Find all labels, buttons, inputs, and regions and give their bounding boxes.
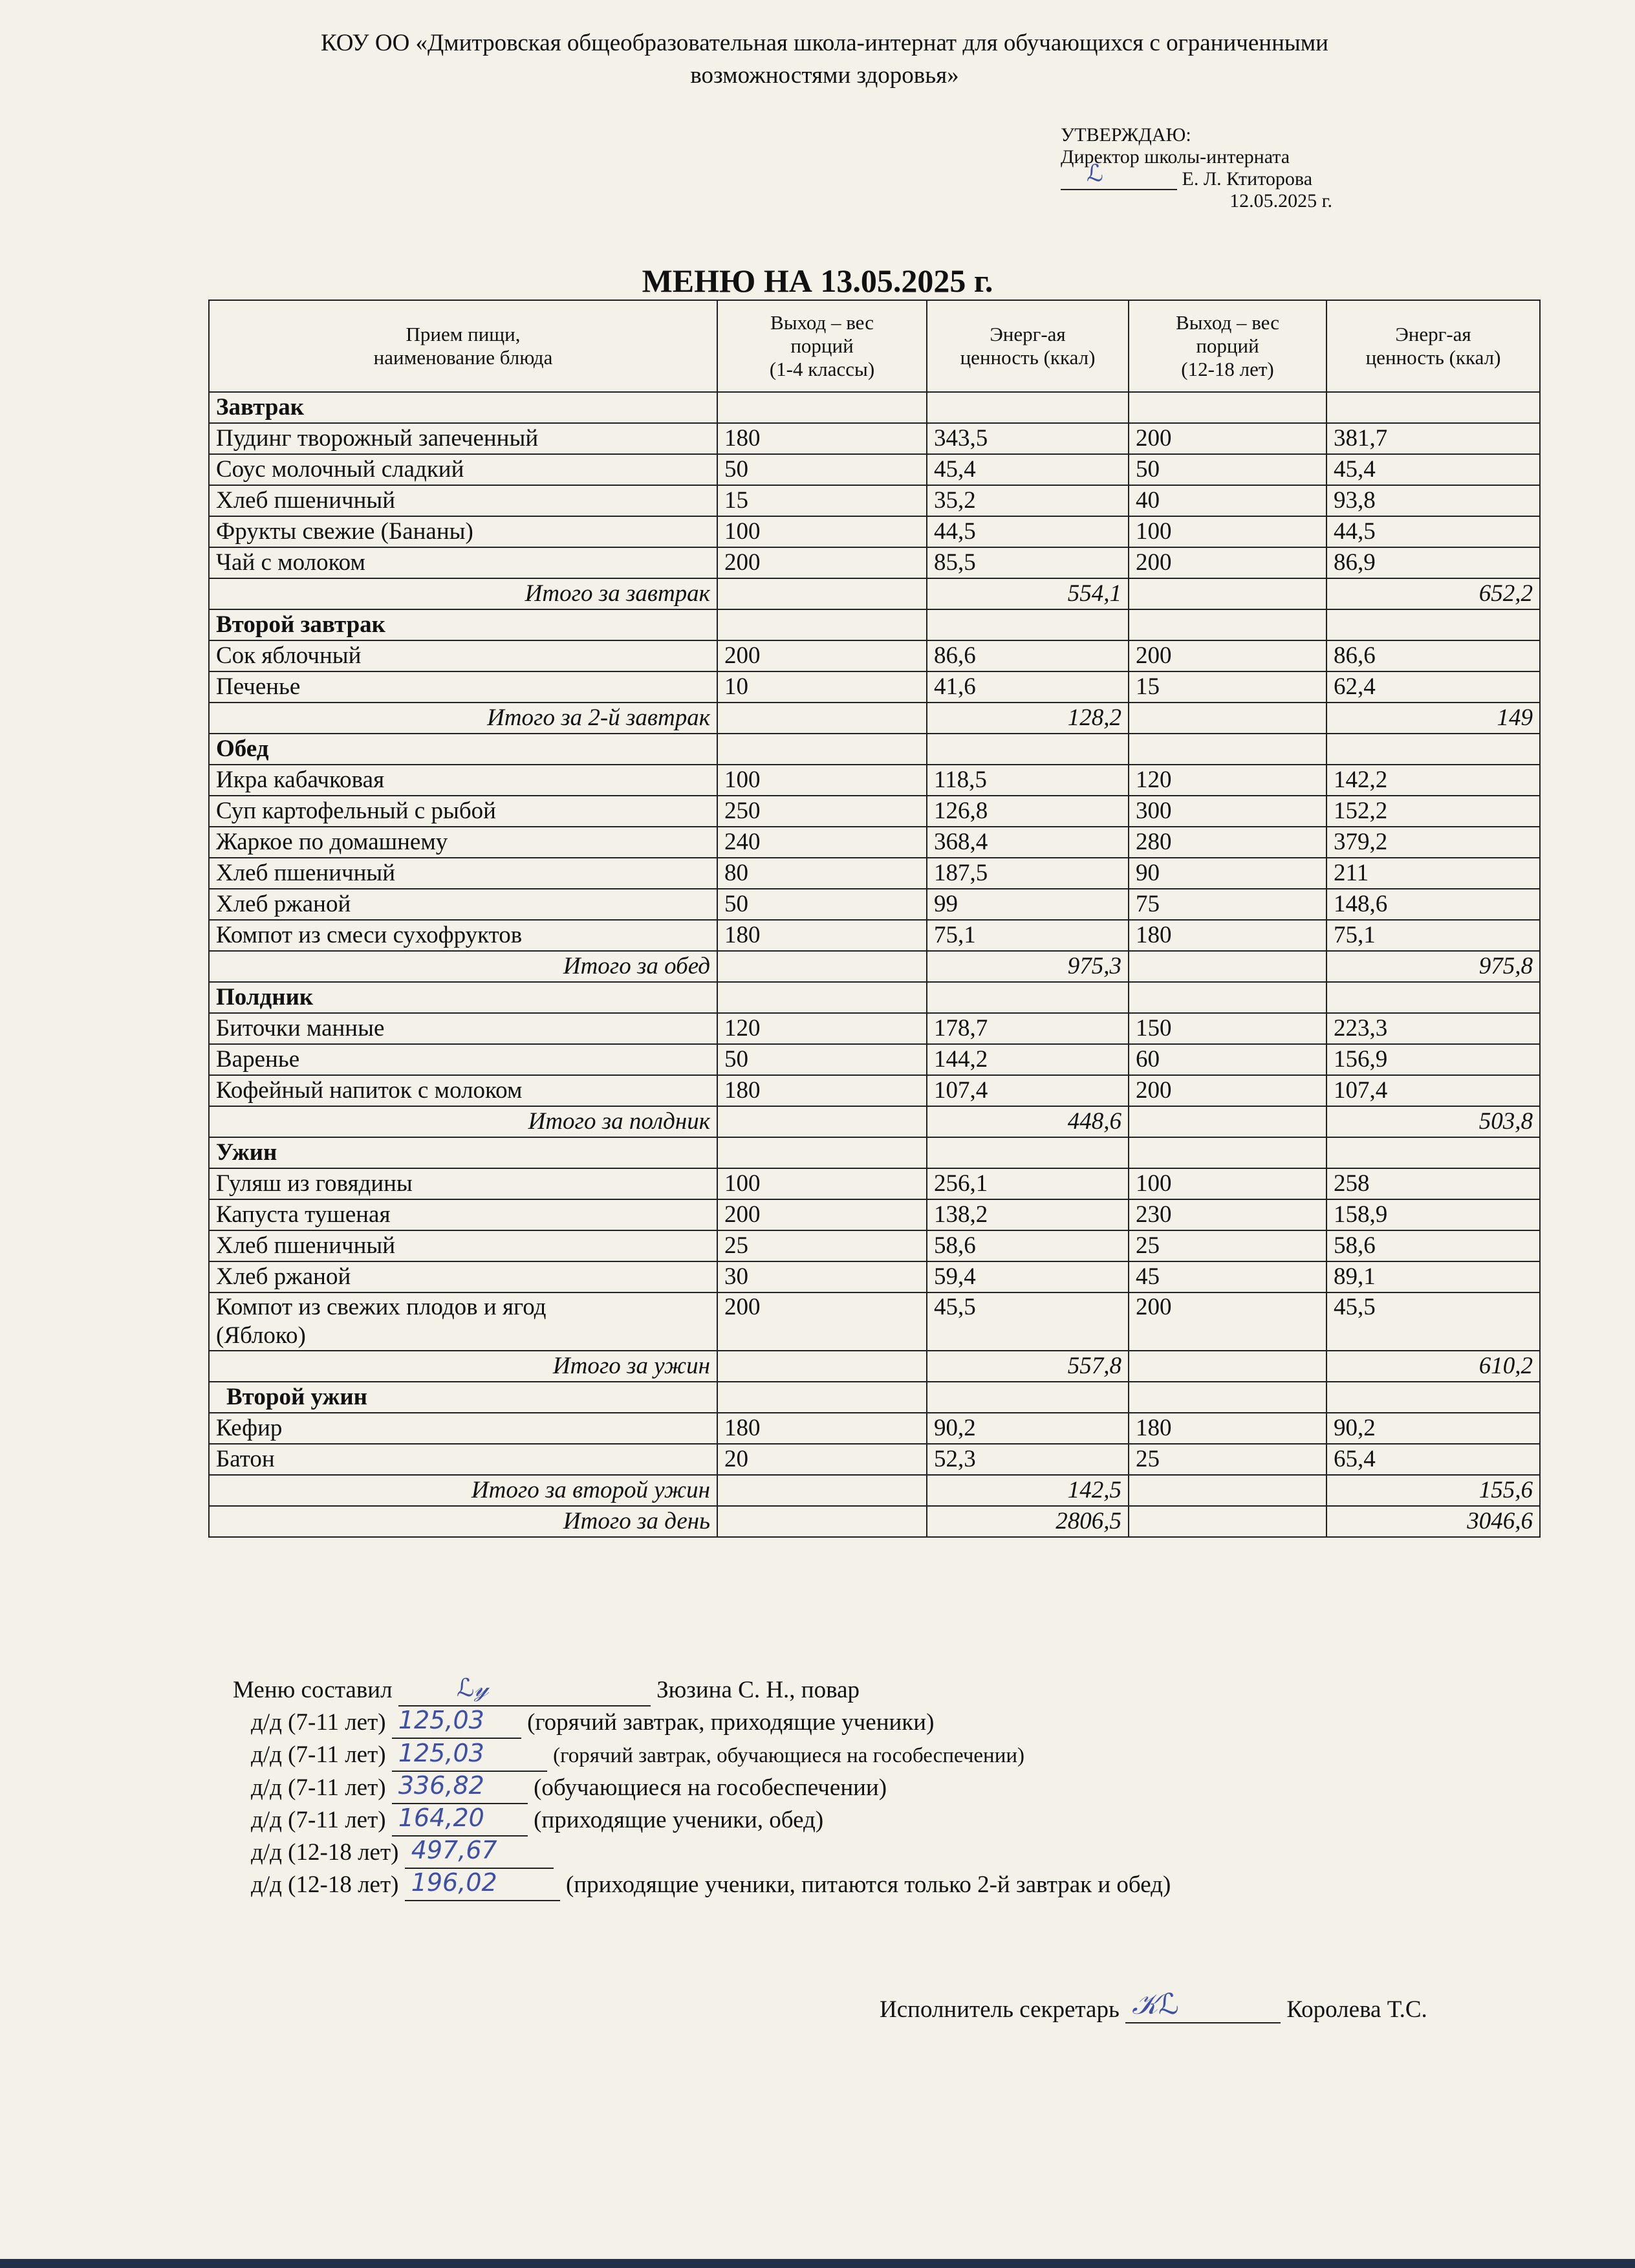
empty-cell: [717, 982, 927, 1013]
table-row: [209, 796, 1540, 827]
empty-cell: [717, 703, 927, 734]
value-cell: 45,5: [927, 1292, 1129, 1351]
table-header-row: [209, 300, 1540, 392]
column-header: Выход – вес порций (1-4 классы): [717, 300, 927, 392]
value-cell: 85,5: [927, 547, 1129, 578]
section-row: [209, 609, 1540, 640]
allowance-suffix: (обучающиеся на гособеспечении): [534, 1774, 887, 1801]
table-row: [209, 1413, 1540, 1444]
allowance-field: [405, 1868, 560, 1901]
executor-name: Королева Т.С.: [1286, 1996, 1427, 2023]
approval-name: Е. Л. Ктиторова: [1182, 168, 1313, 190]
table-row: [209, 827, 1540, 858]
value-cell: 100: [1129, 516, 1326, 547]
dish-name: Жаркое по домашнему: [209, 827, 717, 858]
total-row: [209, 703, 1540, 734]
value-cell: 100: [717, 516, 927, 547]
value-cell: 80: [717, 858, 927, 889]
value-cell: 180: [717, 920, 927, 951]
allowance-value: 196,02: [411, 1868, 497, 1897]
dish-name: Пудинг творожный запеченный: [209, 423, 717, 454]
dish-name: Хлеб ржаной: [209, 889, 717, 920]
value-cell: 200: [717, 547, 927, 578]
value-cell: 86,6: [927, 640, 1129, 671]
total-value: 557,8: [927, 1351, 1129, 1382]
value-cell: 60: [1129, 1044, 1326, 1075]
dish-name: Батон: [209, 1444, 717, 1475]
empty-cell: [717, 392, 927, 423]
approval-block: [1061, 124, 1332, 212]
approval-signature-line: [1061, 160, 1332, 190]
value-cell: 200: [1129, 423, 1326, 454]
composed-label: Меню составил: [233, 1677, 393, 1703]
signature-mark-icon: 𝒦ℒ: [1132, 1988, 1179, 2021]
value-cell: 120: [1129, 765, 1326, 796]
empty-cell: [1129, 392, 1326, 423]
dish-name: Икра кабачковая: [209, 765, 717, 796]
value-cell: 200: [1129, 1292, 1326, 1351]
value-cell: 343,5: [927, 423, 1129, 454]
allowance-suffix: (приходящие ученики, питаются только 2-й завтрак и обед): [565, 1871, 1171, 1898]
value-cell: 44,5: [1326, 516, 1540, 547]
total-value: 448,6: [927, 1106, 1129, 1137]
value-cell: 379,2: [1326, 827, 1540, 858]
value-cell: 126,8: [927, 796, 1129, 827]
value-cell: 35,2: [927, 485, 1129, 516]
empty-cell: [1129, 609, 1326, 640]
allowance-value: 125,03: [398, 1739, 484, 1767]
value-cell: 25: [1129, 1444, 1326, 1475]
total-value: 142,5: [927, 1475, 1129, 1506]
value-cell: 89,1: [1326, 1261, 1540, 1292]
empty-cell: [1326, 734, 1540, 765]
value-cell: 180: [717, 1413, 927, 1444]
total-row: [209, 578, 1540, 609]
menu-table: [208, 300, 1541, 1538]
allowance-line: [233, 1804, 1591, 1837]
value-cell: 45,4: [927, 454, 1129, 485]
dish-name: Хлеб пшеничный: [209, 485, 717, 516]
table-row: [209, 1230, 1540, 1261]
value-cell: 75,1: [927, 920, 1129, 951]
value-cell: 107,4: [927, 1075, 1129, 1106]
value-cell: 90,2: [927, 1413, 1129, 1444]
dish-name: Компот из смеси сухофруктов: [209, 920, 717, 951]
allowance-value: 336,82: [398, 1771, 484, 1800]
allowance-field: [392, 1804, 528, 1837]
value-cell: 100: [717, 1168, 927, 1199]
empty-cell: [1326, 1382, 1540, 1413]
value-cell: 59,4: [927, 1261, 1129, 1292]
allowance-line: [233, 1837, 1591, 1869]
allowance-field: [405, 1836, 554, 1869]
value-cell: 50: [717, 454, 927, 485]
dish-name: Компот из свежих плодов и ягод (Яблоко): [209, 1292, 717, 1351]
table-row: [209, 423, 1540, 454]
empty-cell: [1326, 392, 1540, 423]
value-cell: 250: [717, 796, 927, 827]
value-cell: 230: [1129, 1199, 1326, 1230]
allowance-prefix: д/д (12-18 лет): [251, 1871, 399, 1898]
empty-cell: [1129, 1382, 1326, 1413]
value-cell: 107,4: [1326, 1075, 1540, 1106]
value-cell: 50: [717, 1044, 927, 1075]
value-cell: 25: [717, 1230, 927, 1261]
allowance-field: [392, 1706, 521, 1739]
dish-name: Капуста тушеная: [209, 1199, 717, 1230]
allowance-prefix: д/д (7-11 лет): [251, 1709, 386, 1736]
scan-edge: [0, 2259, 1635, 2268]
footer: [233, 1674, 1591, 1901]
total-label: Итого за обед: [209, 951, 717, 982]
table-row: [209, 1044, 1540, 1075]
org-line-2: возможностями здоровья»: [690, 62, 959, 89]
value-cell: 75: [1129, 889, 1326, 920]
value-cell: 223,3: [1326, 1013, 1540, 1044]
value-cell: 44,5: [927, 516, 1129, 547]
allowance-line: [233, 1772, 1591, 1804]
value-cell: 300: [1129, 796, 1326, 827]
value-cell: 200: [717, 1199, 927, 1230]
table-row: [209, 889, 1540, 920]
table-row: [209, 1168, 1540, 1199]
total-row: [209, 1106, 1540, 1137]
empty-cell: [1129, 1137, 1326, 1168]
org-line-1: КОУ ОО «Дмитровская общеобразовательная школа-интернат для обучающихся с ограниченными: [321, 30, 1328, 56]
value-cell: 25: [1129, 1230, 1326, 1261]
table-row: [209, 1444, 1540, 1475]
value-cell: 15: [717, 485, 927, 516]
empty-cell: [927, 734, 1129, 765]
value-cell: 200: [1129, 640, 1326, 671]
empty-cell: [1129, 703, 1326, 734]
executor-label: Исполнитель секретарь: [880, 1996, 1120, 2023]
table-row: [209, 1199, 1540, 1230]
column-header: Прием пищи, наименование блюда: [209, 300, 717, 392]
total-row: [209, 1351, 1540, 1382]
value-cell: 138,2: [927, 1199, 1129, 1230]
table-row: [209, 547, 1540, 578]
day-total-value: 3046,6: [1326, 1506, 1540, 1537]
column-header: Энерг-ая ценность (ккал): [927, 300, 1129, 392]
allowance-field: [392, 1771, 528, 1804]
value-cell: 90: [1129, 858, 1326, 889]
empty-cell: [927, 392, 1129, 423]
allowance-prefix: д/д (7-11 лет): [251, 1741, 386, 1768]
value-cell: 100: [1129, 1168, 1326, 1199]
table-row: [209, 1292, 1540, 1351]
signature-mark-icon: ℒ: [1087, 160, 1103, 187]
value-cell: 58,6: [1326, 1230, 1540, 1261]
value-cell: 45,4: [1326, 454, 1540, 485]
total-value: 155,6: [1326, 1475, 1540, 1506]
section-name: Второй ужин: [209, 1382, 717, 1413]
empty-cell: [1129, 1106, 1326, 1137]
signature-mark-icon: ℒ𝓎: [456, 1674, 489, 1702]
value-cell: 178,7: [927, 1013, 1129, 1044]
section-name: Обед: [209, 734, 717, 765]
value-cell: 200: [1129, 1075, 1326, 1106]
composed-name: Зюзина С. Н., повар: [656, 1677, 860, 1703]
dish-name: Хлеб ржаной: [209, 1261, 717, 1292]
total-value: 503,8: [1326, 1106, 1540, 1137]
value-cell: 256,1: [927, 1168, 1129, 1199]
value-cell: 65,4: [1326, 1444, 1540, 1475]
total-value: 610,2: [1326, 1351, 1540, 1382]
value-cell: 62,4: [1326, 671, 1540, 703]
section-row: [209, 392, 1540, 423]
empty-cell: [1129, 951, 1326, 982]
executor-line: [880, 1988, 1427, 2023]
table-row: [209, 1075, 1540, 1106]
empty-cell: [1326, 609, 1540, 640]
total-label: Итого за второй ужин: [209, 1475, 717, 1506]
empty-cell: [927, 1382, 1129, 1413]
allowance-field: [392, 1739, 547, 1772]
empty-cell: [927, 609, 1129, 640]
table-row: [209, 640, 1540, 671]
approval-title: УТВЕРЖДАЮ:: [1061, 124, 1191, 146]
empty-cell: [717, 1351, 927, 1382]
allowance-prefix: д/д (7-11 лет): [251, 1774, 386, 1801]
value-cell: 200: [1129, 547, 1326, 578]
dish-name: Гуляш из говядины: [209, 1168, 717, 1199]
value-cell: 381,7: [1326, 423, 1540, 454]
total-label: Итого за полдник: [209, 1106, 717, 1137]
empty-cell: [1129, 734, 1326, 765]
empty-cell: [717, 1382, 927, 1413]
section-row: [209, 982, 1540, 1013]
section-name: Ужин: [209, 1137, 717, 1168]
value-cell: 90,2: [1326, 1413, 1540, 1444]
total-row: [209, 951, 1540, 982]
value-cell: 118,5: [927, 765, 1129, 796]
value-cell: 40: [1129, 485, 1326, 516]
table-row: [209, 765, 1540, 796]
approval-position: Директор школы-интерната: [1061, 146, 1290, 168]
value-cell: 211: [1326, 858, 1540, 889]
dish-name: Фрукты свежие (Бананы): [209, 516, 717, 547]
empty-cell: [717, 1137, 927, 1168]
value-cell: 240: [717, 827, 927, 858]
dish-name: Соус молочный сладкий: [209, 454, 717, 485]
total-value: 652,2: [1326, 578, 1540, 609]
value-cell: 280: [1129, 827, 1326, 858]
value-cell: 20: [717, 1444, 927, 1475]
day-total-row: [209, 1506, 1540, 1537]
section-name: Второй завтрак: [209, 609, 717, 640]
value-cell: 75,1: [1326, 920, 1540, 951]
table-row: [209, 920, 1540, 951]
total-value: 554,1: [927, 578, 1129, 609]
dish-name: Хлеб пшеничный: [209, 1230, 717, 1261]
day-total-label: Итого за день: [209, 1506, 717, 1537]
section-row: [209, 1137, 1540, 1168]
cook-signature: [398, 1674, 651, 1706]
allowance-suffix: (приходящие ученики, обед): [534, 1807, 824, 1833]
allowance-suffix: (горячий завтрак, приходящие ученики): [527, 1709, 935, 1736]
approval-date: 12.05.2025 г.: [1229, 190, 1332, 212]
dish-name: Чай с молоком: [209, 547, 717, 578]
empty-cell: [1326, 1137, 1540, 1168]
total-label: Итого за ужин: [209, 1351, 717, 1382]
value-cell: 156,9: [1326, 1044, 1540, 1075]
allowance-line: [233, 1706, 1591, 1739]
value-cell: 180: [717, 423, 927, 454]
allowance-prefix: д/д (7-11 лет): [251, 1807, 386, 1833]
empty-cell: [717, 951, 927, 982]
empty-cell: [717, 578, 927, 609]
value-cell: 148,6: [1326, 889, 1540, 920]
table-row: [209, 671, 1540, 703]
executor-signature: [1125, 1988, 1281, 2023]
composed-line: [233, 1674, 1591, 1706]
day-total-value: 2806,5: [927, 1506, 1129, 1537]
empty-cell: [927, 982, 1129, 1013]
dish-name: Печенье: [209, 671, 717, 703]
value-cell: 368,4: [927, 827, 1129, 858]
value-cell: 50: [1129, 454, 1326, 485]
allowance-value: 164,20: [398, 1804, 484, 1832]
section-name: Завтрак: [209, 392, 717, 423]
table-row: [209, 1261, 1540, 1292]
value-cell: 180: [717, 1075, 927, 1106]
empty-cell: [717, 734, 927, 765]
empty-cell: [717, 1506, 927, 1537]
empty-cell: [717, 1106, 927, 1137]
value-cell: 30: [717, 1261, 927, 1292]
column-header: Энерг-ая ценность (ккал): [1326, 300, 1540, 392]
allowance-prefix: д/д (12-18 лет): [251, 1839, 399, 1866]
empty-cell: [1129, 982, 1326, 1013]
organization-header: [194, 27, 1455, 92]
table-row: [209, 516, 1540, 547]
empty-cell: [1129, 578, 1326, 609]
dish-name: Кефир: [209, 1413, 717, 1444]
value-cell: 93,8: [1326, 485, 1540, 516]
allowance-value: 125,03: [398, 1706, 484, 1734]
total-value: 975,8: [1326, 951, 1540, 982]
value-cell: 52,3: [927, 1444, 1129, 1475]
allowance-line: [233, 1739, 1591, 1772]
value-cell: 180: [1129, 920, 1326, 951]
dish-name: Суп картофельный с рыбой: [209, 796, 717, 827]
allowance-line: [233, 1869, 1591, 1901]
page-title: МЕНЮ НА 13.05.2025 г.: [642, 263, 993, 299]
column-header: Выход – вес порций (12-18 лет): [1129, 300, 1326, 392]
empty-cell: [1129, 1475, 1326, 1506]
table-row: [209, 858, 1540, 889]
dish-name: Сок яблочный: [209, 640, 717, 671]
empty-cell: [717, 609, 927, 640]
section-name: Полдник: [209, 982, 717, 1013]
empty-cell: [927, 1137, 1129, 1168]
value-cell: 180: [1129, 1413, 1326, 1444]
dish-name: Кофейный напиток с молоком: [209, 1075, 717, 1106]
value-cell: 200: [717, 640, 927, 671]
empty-cell: [717, 1475, 927, 1506]
value-cell: 152,2: [1326, 796, 1540, 827]
dish-name: Биточки манные: [209, 1013, 717, 1044]
value-cell: 45,5: [1326, 1292, 1540, 1351]
dish-name: Хлеб пшеничный: [209, 858, 717, 889]
table-row: [209, 1013, 1540, 1044]
value-cell: 150: [1129, 1013, 1326, 1044]
total-label: Итого за завтрак: [209, 578, 717, 609]
allowance-suffix: (горячий завтрак, обучающиеся на гособеспечении): [553, 1744, 1025, 1767]
table-row: [209, 454, 1540, 485]
empty-cell: [1129, 1351, 1326, 1382]
empty-cell: [1129, 1506, 1326, 1537]
value-cell: 258: [1326, 1168, 1540, 1199]
allowance-value: 497,67: [411, 1836, 497, 1864]
value-cell: 158,9: [1326, 1199, 1540, 1230]
value-cell: 10: [717, 671, 927, 703]
total-row: [209, 1475, 1540, 1506]
value-cell: 144,2: [927, 1044, 1129, 1075]
value-cell: 86,6: [1326, 640, 1540, 671]
value-cell: 187,5: [927, 858, 1129, 889]
value-cell: 86,9: [1326, 547, 1540, 578]
value-cell: 15: [1129, 671, 1326, 703]
section-row: [209, 734, 1540, 765]
value-cell: 58,6: [927, 1230, 1129, 1261]
value-cell: 41,6: [927, 671, 1129, 703]
value-cell: 142,2: [1326, 765, 1540, 796]
value-cell: 200: [717, 1292, 927, 1351]
value-cell: 100: [717, 765, 927, 796]
total-value: 128,2: [927, 703, 1129, 734]
section-row: [209, 1382, 1540, 1413]
table-row: [209, 485, 1540, 516]
total-value: 149: [1326, 703, 1540, 734]
director-signature: [1061, 160, 1177, 190]
empty-cell: [1326, 982, 1540, 1013]
value-cell: 45: [1129, 1261, 1326, 1292]
total-value: 975,3: [927, 951, 1129, 982]
dish-name: Варенье: [209, 1044, 717, 1075]
total-label: Итого за 2-й завтрак: [209, 703, 717, 734]
value-cell: 50: [717, 889, 927, 920]
value-cell: 99: [927, 889, 1129, 920]
value-cell: 120: [717, 1013, 927, 1044]
